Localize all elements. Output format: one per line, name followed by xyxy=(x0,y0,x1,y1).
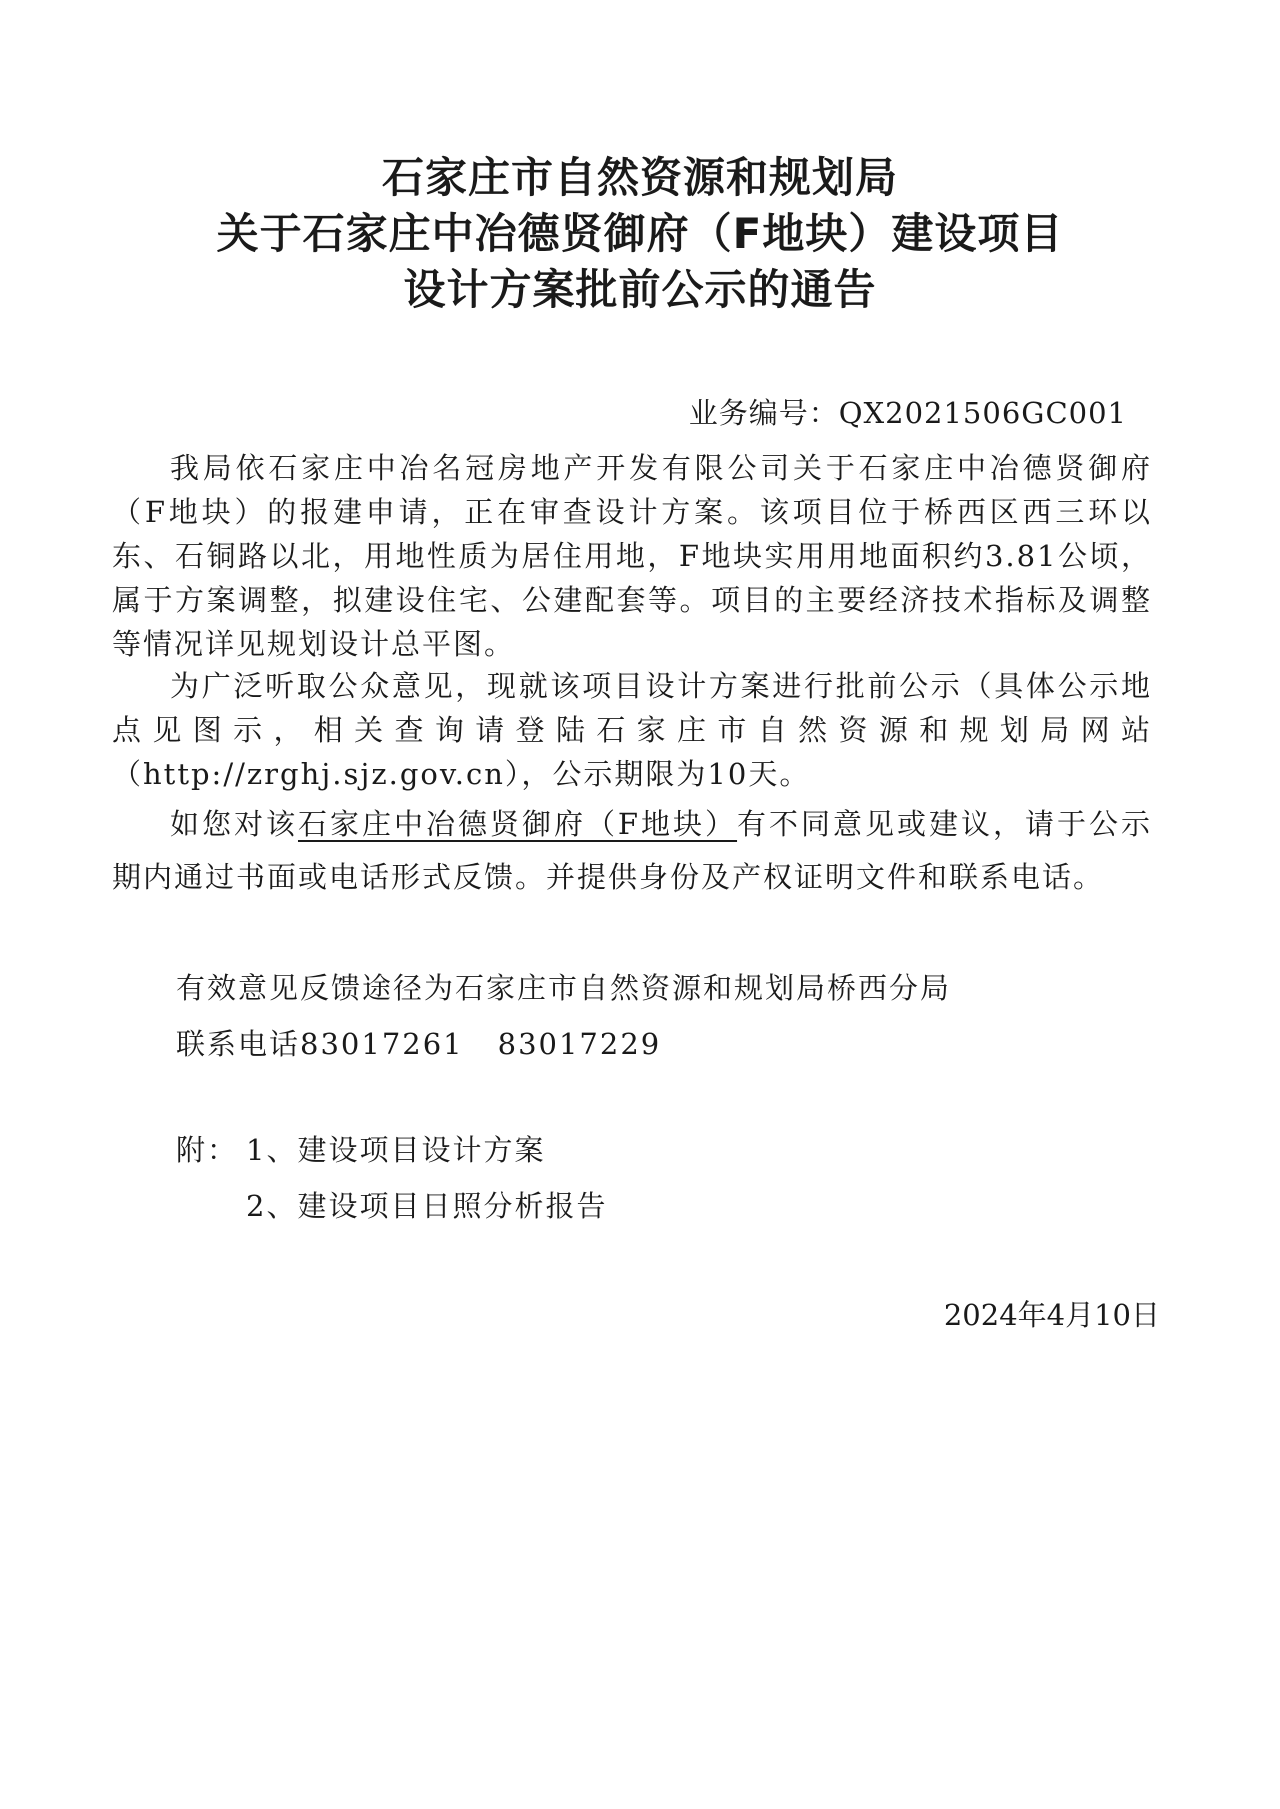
contact-phone xyxy=(176,1022,661,1066)
feedback-channel: 有效意见反馈途径为石家庄市自然资源和规划局桥西分局 xyxy=(176,971,952,1005)
paragraph-feedback xyxy=(112,798,1152,904)
feedback-prefix: 如您对该 xyxy=(170,807,298,841)
phone-label: 联系电话 xyxy=(176,1027,301,1061)
phone-number-2: 83017229 xyxy=(497,1027,662,1061)
attachment-item-2: 2、建设项目日照分析报告 xyxy=(246,1189,608,1223)
paragraph-publicity: 为广泛听取公众意见，现就该项目设计方案进行批前公示（具体公示地点见图示，相关查询请登陆石家庄市自然资源和规划局网站（http://zrghj.sjz.gov.cn），公示期限为10天。 xyxy=(112,669,1152,791)
title-line-2: 关于石家庄中冶德贤御府（F地块）建设项目 xyxy=(216,209,1064,258)
issue-date: 2024年4月10日 xyxy=(943,1298,1160,1332)
serial-number: 业务编号：QX2021506GC001 xyxy=(688,396,1127,430)
feedback-suffix: 有不同意见或建议，请于公示期内通过书面或电话形式反馈。并提供身份及产权证明文件和联系电话。 xyxy=(112,807,1152,894)
attachments-label: 附： xyxy=(176,1133,239,1167)
project-name-underlined: 石家庄中冶德贤御府（F地块） xyxy=(297,807,738,841)
title-line-1: 石家庄市自然资源和规划局 xyxy=(381,153,898,202)
phone-number-1: 83017261 xyxy=(300,1027,464,1061)
title-line-3: 设计方案批前公示的通告 xyxy=(403,265,877,314)
paragraph-application: 我局依石家庄中冶名冠房地产开发有限公司关于石家庄中冶德贤御府（F地块）的报建申请，正在审查设计方案。该项目位于桥西区西三环以东、石铜路以北，用地性质为居住用地，F地块实用用地面积约3.81公顷，属于方案调整，拟建设住宅、公建配套等。项目的主要经济技术指标及调整等情况详见规划设计总平图。 xyxy=(112,451,1152,661)
attachment-item-1: 1、建设项目设计方案 xyxy=(246,1133,546,1167)
